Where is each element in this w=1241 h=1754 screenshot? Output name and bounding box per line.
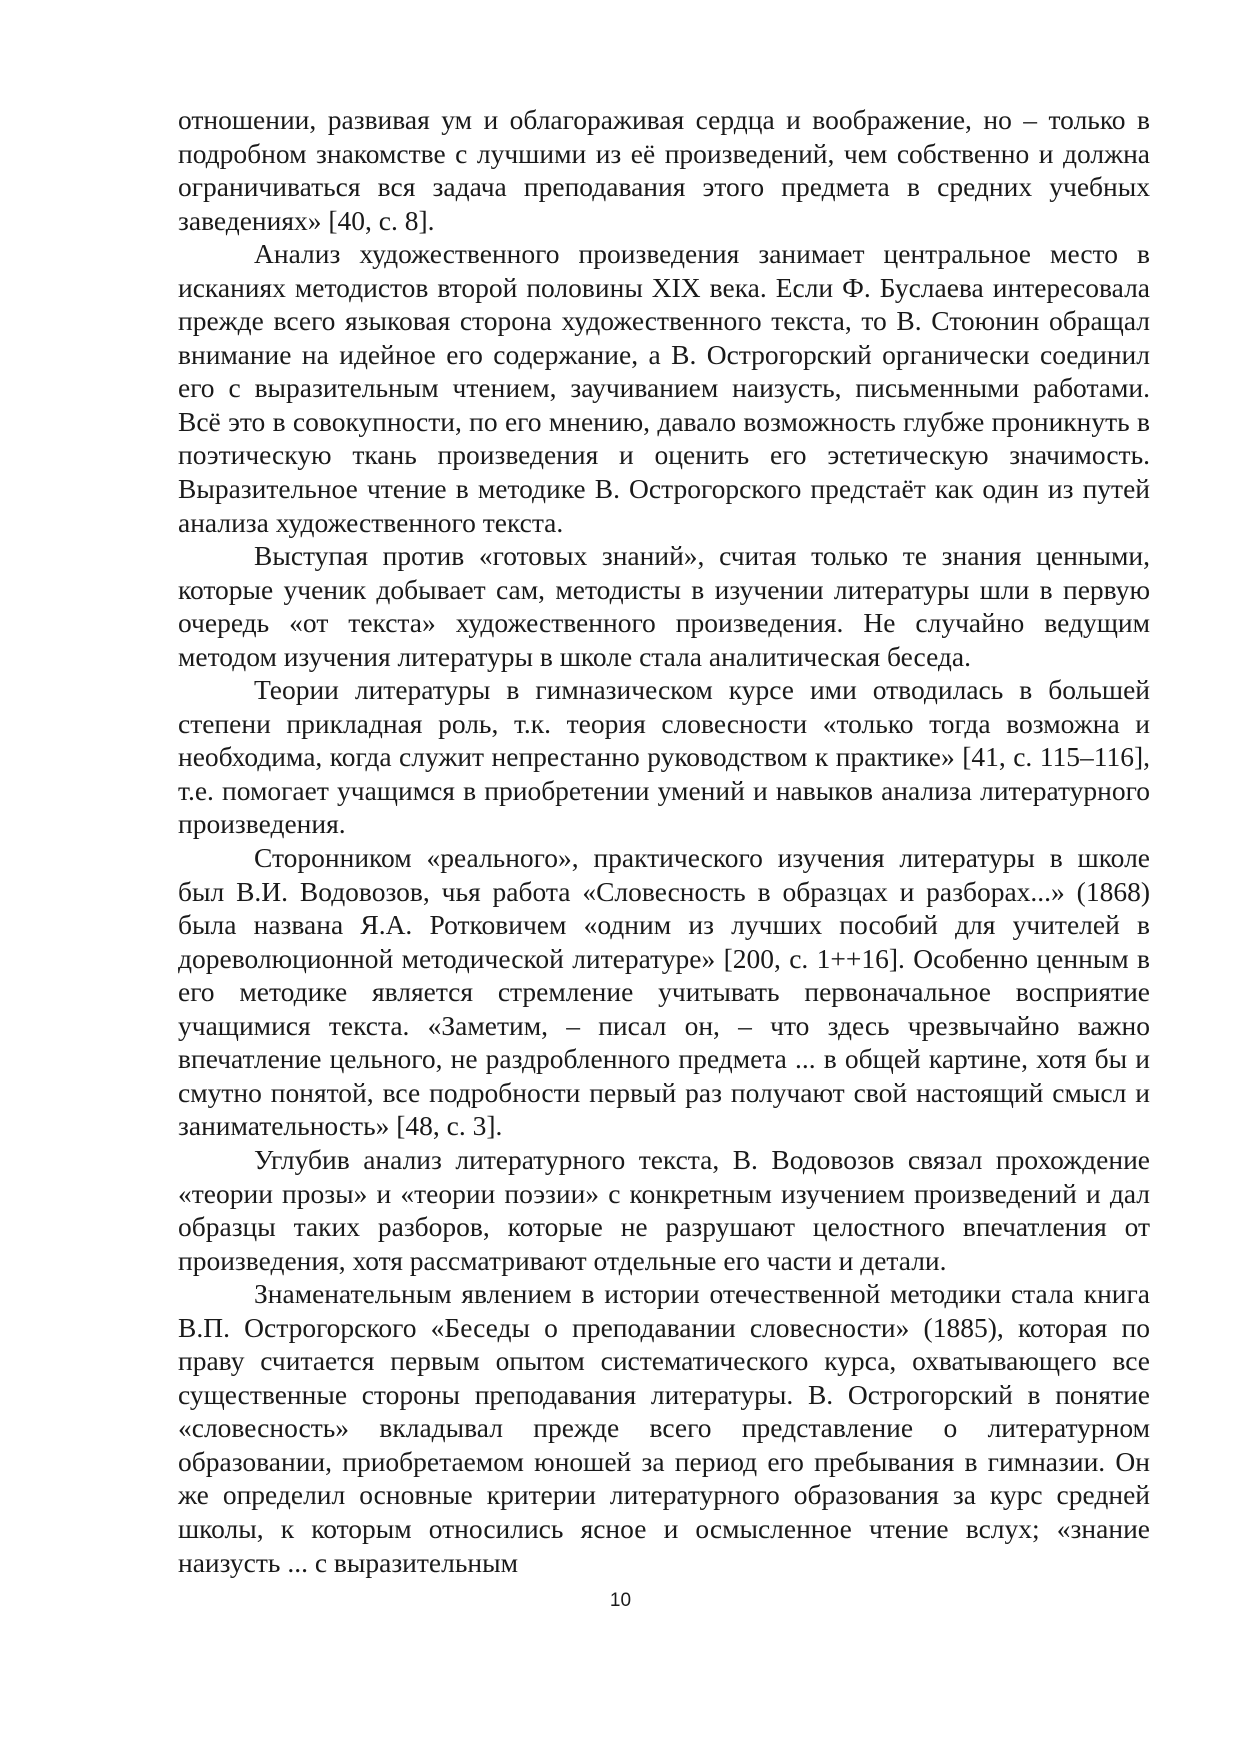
- paragraph: Теории литературы в гимназическом курсе ими отводилась в большей степени прикладная роль, т.к. теория словесности «только тогда возможна и необходима, когда служит непрестанно руководством к практике» [41, с. 115–116], т.е. помогает учащимся в приобретении умений и навыков анализа литературного произведения.: [178, 674, 1150, 840]
- body-text: [178, 103, 1150, 1579]
- paragraph: Сторонником «реального», практического изучения литературы в школе был В.И. Водовозов, чья работа «Словесность в образцах и разборах...» (1868) была названа Я.А. Ротковичем «одним из лучших пособий для учителей в дореволюционной методической литературе» [200, с. 1++16]. Особенно ценным в его методике является стремление учитывать первоначальное восприятие учащимися текста. «Заметим, – писал он, – что здесь чрезвычайно важно впечатление цельного, не раздробленного предмета ... в общей картине, хотя бы и смутно понятой, все подробности первый раз получают свой настоящий смысл и занимательность» [48, с. 3].: [178, 842, 1150, 1142]
- paragraph: Знаменательным явлением в истории отечественной методики стала книга В.П. Острогорского «Беседы о преподавании словесности» (1885), которая по праву считается первым опытом систематического курса, охватывающего все существенные стороны преподавания литературы. В. Острогорский в понятие «словесность» вкладывал прежде всего представление о литературном образовании, приобретаемом юношей за период его пребывания в гимназии. Он же определил основные критерии литературного образования за курс средней школы, к которым относились ясное и осмысленное чтение вслух; «знание наизусть ... с выразительным: [178, 1278, 1150, 1578]
- paragraph: Анализ художественного произведения занимает центральное место в исканиях методистов второй половины XIX века. Если Ф. Буслаева интересовала прежде всего языковая сторона художественного текста, то В. Стоюнин обращал внимание на идейное его содержание, а В. Острогорский органически соединил его с выразительным чтением, заучиванием наизусть, письменными работами. Всё это в совокупности, по его мнению, давало возможность глубже проникнуть в поэтическую ткань произведения и оценить его эстетическую значимость. Выразительное чтение в методике В. Острогорского предстаёт как один из путей анализа художественного текста.: [178, 238, 1150, 538]
- page-number: 10: [609, 1590, 632, 1611]
- paragraph: Углубив анализ литературного текста, В. Водовозов связал прохождение «теории прозы» и «теории поэзии» с конкретным изучением произведений и дал образцы таких разборов, которые не разрушают целостного впечатления от произведения, хотя рассматривают отдельные его части и детали.: [178, 1143, 1150, 1276]
- paragraph-continued: отношении, развивая ум и облагораживая сердца и воображение, но – только в подробном знакомстве с лучшими из её произведений, чем собственно и должна ограничиваться вся задача преподавания этого предмета в средних учебных заведениях» [40, с. 8].: [178, 104, 1150, 236]
- paragraph: Выступая против «готовых знаний», считая только те знания ценными, которые ученик добывает сам, методисты в изучении литературы шли в первую очередь «от текста» художественного произведения. Не случайно ведущим методом изучения литературы в школе стала аналитическая беседа.: [178, 540, 1150, 672]
